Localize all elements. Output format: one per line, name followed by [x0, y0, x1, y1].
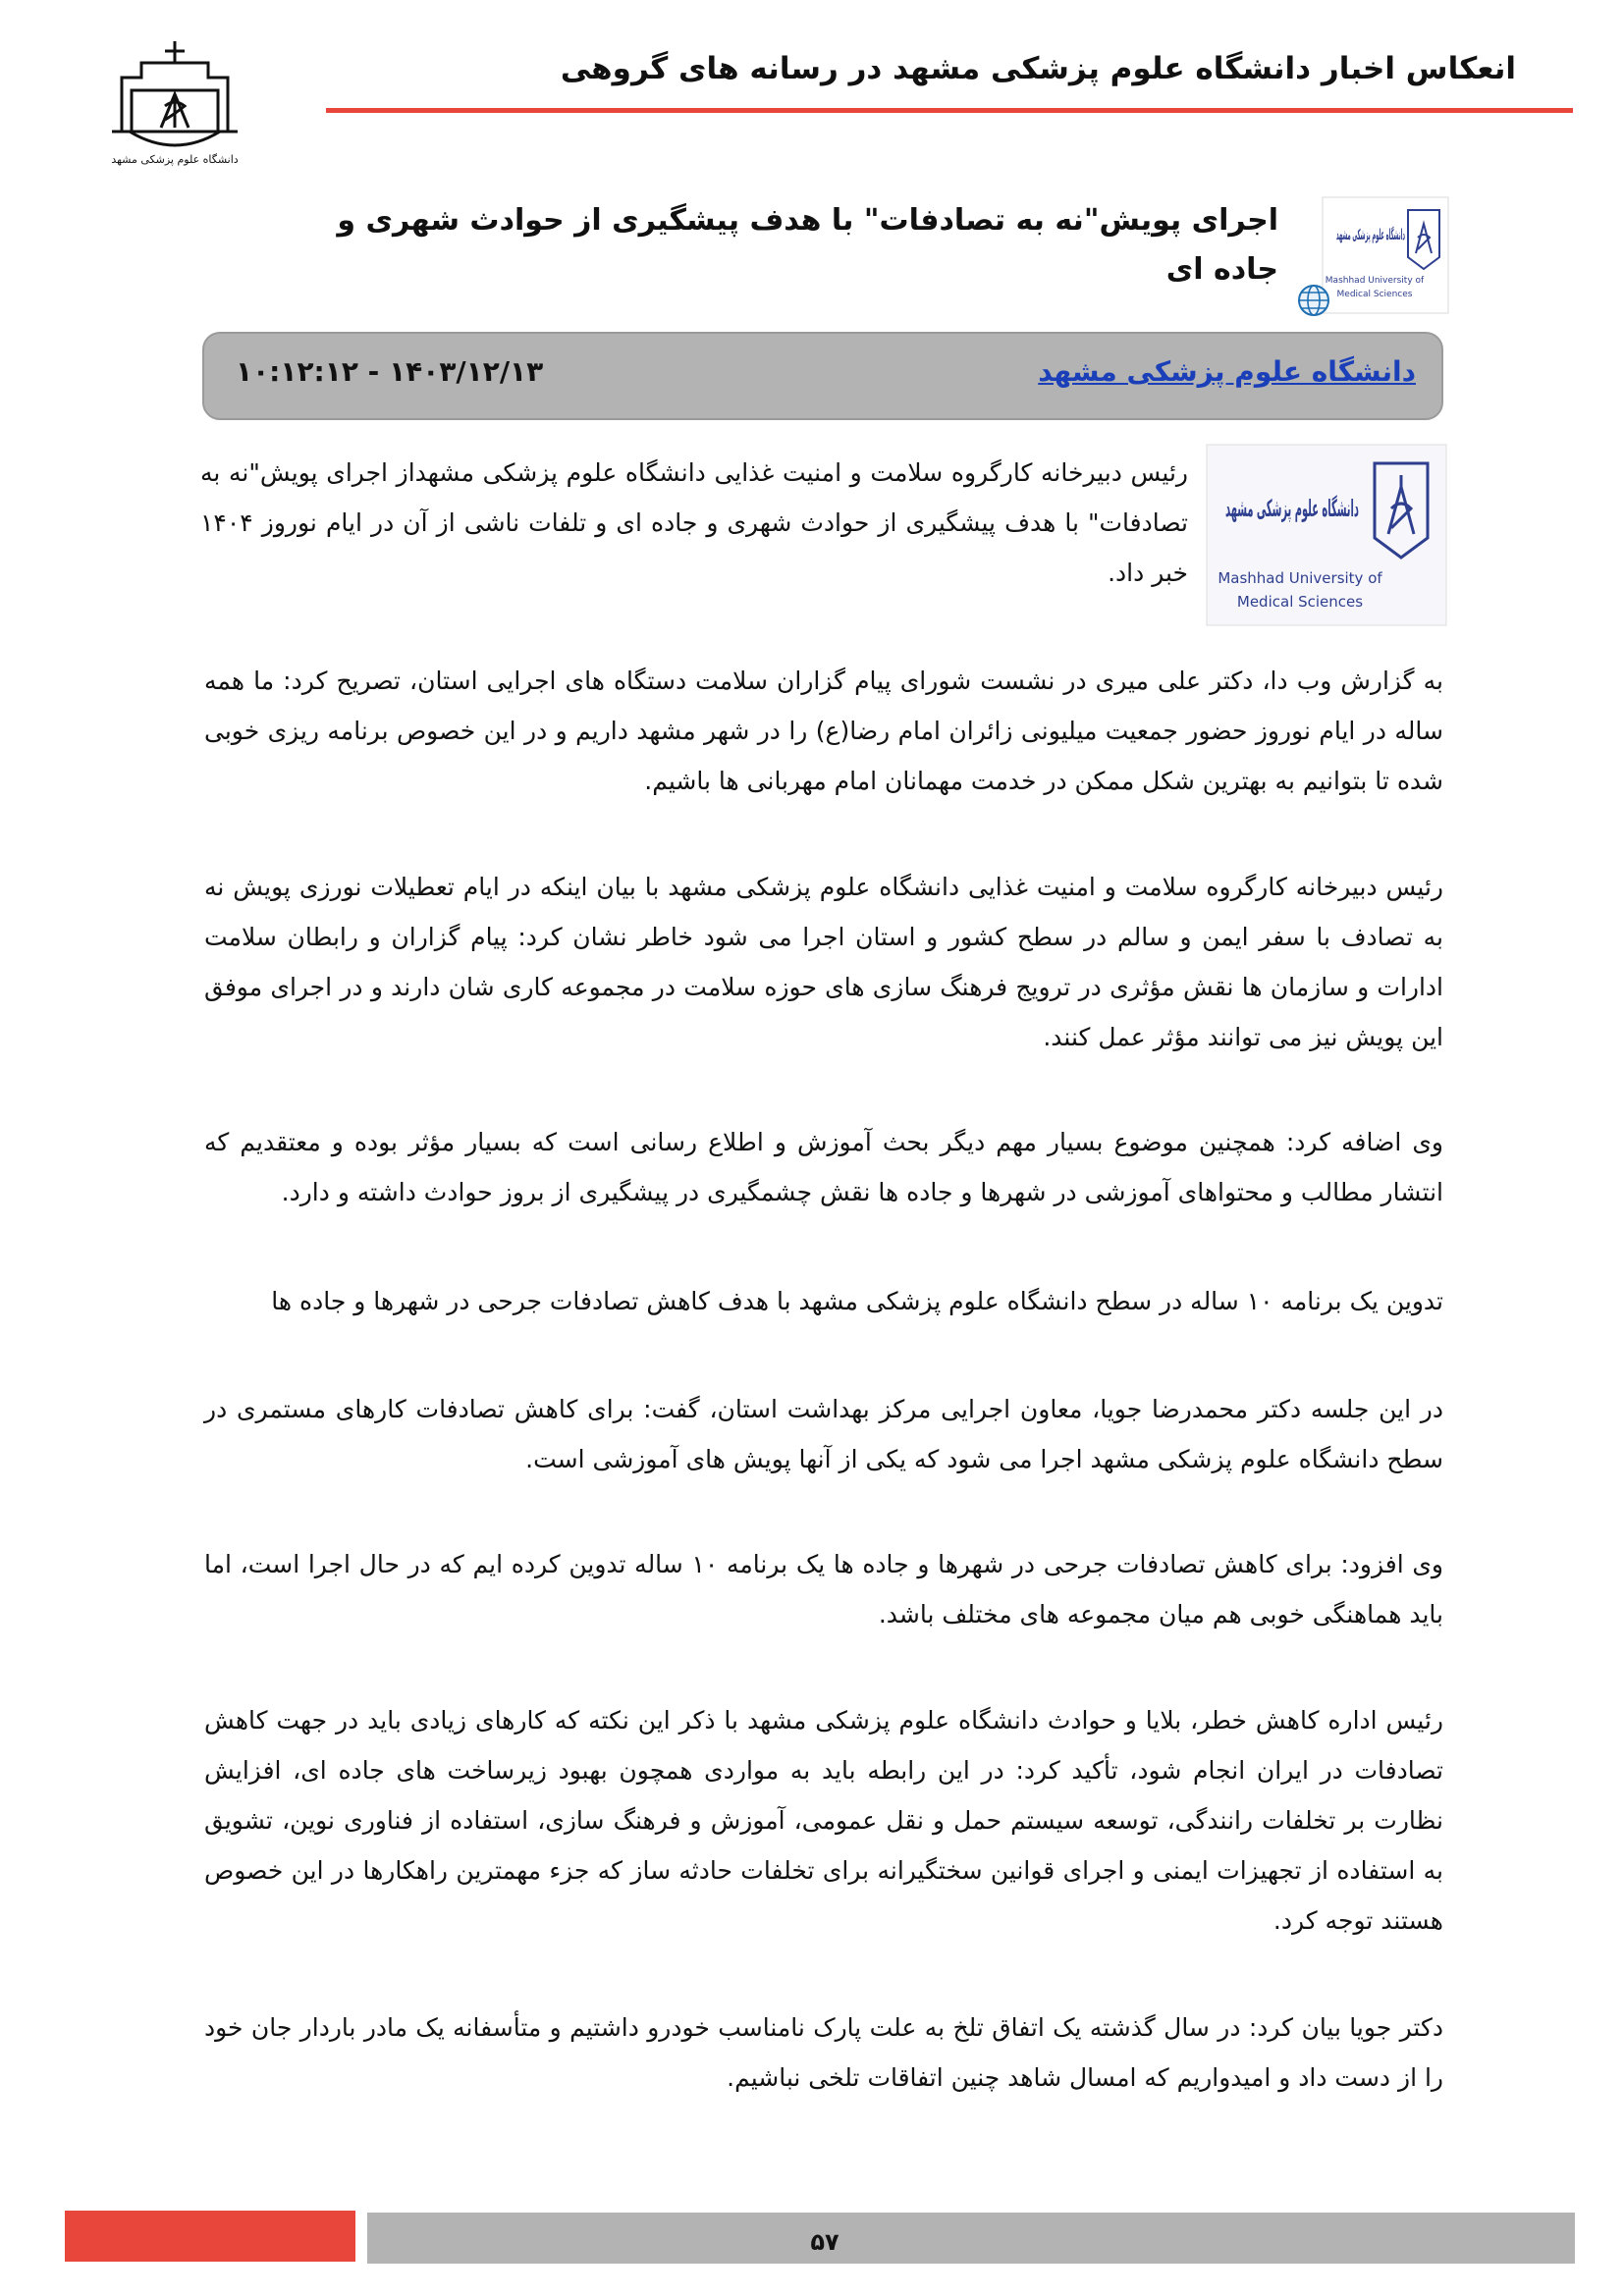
paragraph-8: دکتر جویا بیان کرد: در سال گذشته یک اتفاق تلخ به علت پارک نامناسب خودرو داشتیم و متأسفانه یک مادر باردار جان خود را از دست داد و امیدواریم که امسال شاهد چنین اتفاقات تلخی نباشیم.	[204, 2013, 1443, 2092]
publish-datetime: ۱۴۰۳/۱۲/۱۳ - ۱۰:۱۲:۱۲	[236, 355, 544, 388]
footer-red-band	[65, 2211, 355, 2262]
paragraph-1: به گزارش وب دا، دکتر علی میری در نشست شورای پیام گزاران سلامت دستگاه های اجرایی استان، تصریح کرد: ما همه ساله در ایام نوروز حضور جمعیت میلیونی زائران امام رضا(ع) را در شهر مشهد داریم و در این خصوص برنامه ریزی خوبی شده تا بتوانیم به بهترین شکل ممکن در خدمت مهمانان امام مهربانی ها باشیم.	[204, 667, 1443, 795]
paragraph-5: در این جلسه دکتر محمدرضا جویا، معاون اجرایی مرکز بهداشت استان، گفت: برای کاهش تصادفات کارهای مستمری در سطح دانشگاه علوم پزشکی مشهد اجرا می شود که یکی از آنها پویش های آموزشی است.	[204, 1395, 1443, 1473]
paragraph-4: تدوین یک برنامه ۱۰ ساله در سطح دانشگاه علوم پزشکی مشهد با هدف کاهش تصادفات جرحی در شهرها و جاده ها	[271, 1287, 1443, 1315]
article-lead: رئیس دبیرخانه کارگروه سلامت و امنیت غذایی دانشگاه علوم پزشکی مشهداز اجرای پویش"نه به تصادفات" با هدف پیشگیری از حوادث شهری و جاده ای و تلفات ناشی از آن در ایام نوروز ۱۴۰۴ خبر داد.	[200, 458, 1188, 587]
university-emblem-icon	[102, 33, 247, 171]
footer-gray-band	[367, 2213, 1575, 2264]
globe-icon[interactable]	[1296, 283, 1331, 318]
logo-persian-large: دانشگاه علوم پزشکی مشهد	[1225, 495, 1359, 522]
logo-english-large-line2: Medical Sciences	[1236, 593, 1364, 611]
logo-english-large-line1: Mashhad University of	[1218, 569, 1382, 587]
paragraph-7: رئیس اداره کاهش خطر، بلایا و حوادث دانشگاه علوم پزشکی مشهد با ذکر این نکته که کارهای زیادی باید در جهت کاهش تصادفات در ایران انجام شود، تأکید کرد: در این رابطه باید به مواردی همچون بهبود زیرساخت های جاده ای، افزایش نظارت بر تخلفات رانندگی، توسعه سیستم حمل و نقل عمومی، آموزش و فرهنگ سازی، استفاده از فناوری نوین، تشویق به استفاده از تجهیزات ایمنی و اجرای قوانین سختگیرانه برای تخلفات حادثه ساز که جزء مهمترین راهکارها در این خصوص هستند توجه کرد.	[204, 1706, 1443, 1935]
logo-persian	[1336, 226, 1405, 244]
article-logo-image	[1206, 444, 1447, 626]
source-bar	[202, 332, 1443, 420]
paragraph-6: وی افزود: برای کاهش تصادفات جرحی در شهرها و جاده ها یک برنامه ۱۰ ساله تدوین کرده ایم که در حال اجرا است، اما باید هماهنگی خوبی هم میان مجموعه های مختلف باشد.	[204, 1550, 1444, 1629]
paragraph-3: وی اضافه کرد: همچنین موضوع بسیار مهم دیگر بحث آموزش و اطلاع رسانی است که بسیار مؤثر بوده و معتقدیم که انتشار مطالب و محتواهای آموزشی در شهرها و جاده ها نقش چشمگیری در پیشگیری از بروز حوادث داشته و دارد.	[204, 1128, 1443, 1206]
article-title: اجرای پویش"نه به تصادفات" با هدف پیشگیری از حوادث شهری و جاده ای	[337, 203, 1278, 287]
header-divider	[326, 108, 1573, 113]
page-number: ۵۷	[810, 2228, 839, 2256]
logo-english-line1: Mashhad University of	[1325, 276, 1425, 286]
source-logo-small	[1322, 196, 1449, 314]
source-link[interactable]: دانشگاه علوم پزشکی مشهد	[1038, 355, 1416, 388]
emblem-caption: دانشگاه علوم پزشکی مشهد	[111, 153, 239, 166]
paragraph-2: رئیس دبیرخانه کارگروه سلامت و امنیت غذایی دانشگاه علوم پزشکی مشهد با بیان اینکه در ایام تعطیلات نورزی پویش نه به تصادف با سفر ایمن و سالم در سطح کشور و استان اجرا می شود خاطر نشان کرد: پیام گزاران و رابطان سلامت ادارات و سازمان ها نقش مؤثری در ترویج فرهنگ سازی های حوزه سلامت در مجموعه کاری شان دارند و در اجرای موفق این پویش نیز می توانند مؤثر عمل کنند.	[204, 873, 1443, 1051]
logo-english-line2: Medical Sciences	[1336, 290, 1413, 299]
header-title: انعکاس اخبار دانشگاه علوم پزشکی مشهد در رسانه های گروهی	[560, 51, 1516, 86]
